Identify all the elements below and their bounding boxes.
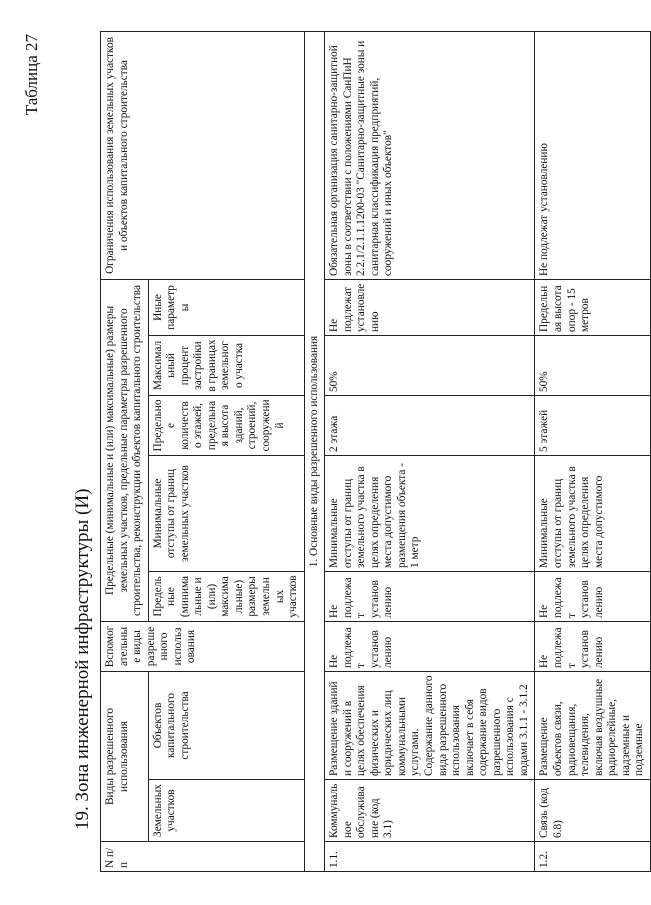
section-title: 1. Основные виды разрешенного использования [304, 31, 325, 871]
header-row-1 [101, 31, 149, 871]
row-setbacks: Минимальные отступы от границ земельного участка в целях определения места допустимого [535, 455, 650, 571]
row-cap-object: Размещение зданий и сооружений в целях обеспечения физических и юридических лиц коммунальными услугами. Содержание данного вида разрешенного использования включает в себя содержание видов разрешенного использования с кодами 3.1.1 - 3.1.2 [325, 671, 535, 779]
row-num: 1.1. [325, 842, 535, 872]
table-row [325, 31, 535, 871]
row-restrictions: Обязательная организация санитарно-защитной зоны в соответствии с положениями СанПиН 2.2.1/2.1.1.1200-03 "Санитарно-защитные зоны и санитарная классификация предприятий, сооружений и иных объектов" [325, 31, 535, 279]
row-other-params: Не подлежат установлению [325, 279, 535, 335]
header-coverage: Максимальный процент застройки в границах земельного участка [148, 335, 304, 395]
table-caption: Таблица 27 [22, 34, 41, 116]
row-num: 1.2. [535, 842, 650, 872]
row-other-params: Предельная высота опор - 15 метров [535, 279, 650, 335]
rotated-content [10, 12, 646, 892]
row-auxiliary: Не подлежат установлению [535, 621, 650, 671]
regulations-table [100, 31, 651, 872]
header-setbacks: Минимальные отступы от границ земельных участков [148, 455, 304, 571]
row-plot-sizes: Не подлежат установлению [325, 571, 535, 621]
header-limits: Предельные (минимальные и (или) максимальные) размеры земельных участков, предельные параметры разрешенного строительства, реконструкции объектов капитального строительства [101, 279, 149, 621]
header-num: N п/п [101, 842, 305, 872]
row-plot-sizes: Не подлежат установлению [535, 571, 650, 621]
row-land-plot: Связь (код 6.8) [535, 780, 650, 842]
header-other-params: Иные параметры [148, 279, 304, 335]
header-floors: Предельное количество этажей, предельная высота зданий, строений, сооружений [148, 395, 304, 455]
row-land-plot: Коммунальное обслуживание (код 3.1) [325, 780, 535, 842]
header-cap-objects: Объектов капитального строительства [148, 671, 304, 779]
header-auxiliary: Вспомогательные виды разрешенного использования [101, 621, 305, 671]
section-row [304, 31, 325, 871]
row-floors: 2 этажа [325, 395, 535, 455]
row-coverage: 50% [325, 335, 535, 395]
header-plot-sizes: Предельные (минимальные и (или) максимальные) размеры земельных участков [148, 571, 304, 621]
row-restrictions: Не подлежат установлению [535, 31, 650, 279]
row-cap-object: Размещение объектов связи, радиовещания, телевидения, включая воздушные радиорелейные, надземные и подземные [535, 671, 650, 779]
header-restrictions: Ограничения использования земельных участков и объектов капитального строительства [101, 31, 305, 279]
zone-title: 19. Зона инженерной инфраструктуры (И) [72, 488, 93, 830]
table-row [535, 31, 650, 871]
header-land-plots: Земельных участков [148, 780, 304, 842]
row-auxiliary: Не подлежат установлению [325, 621, 535, 671]
row-coverage: 50% [535, 335, 650, 395]
row-floors: 5 этажей [535, 395, 650, 455]
header-permitted-uses: Виды разрешенного использования [101, 671, 149, 841]
row-setbacks: Минимальные отступы от границ земельного участка в целях определения места допустимого размещения объекта - 1 метр [325, 455, 535, 571]
